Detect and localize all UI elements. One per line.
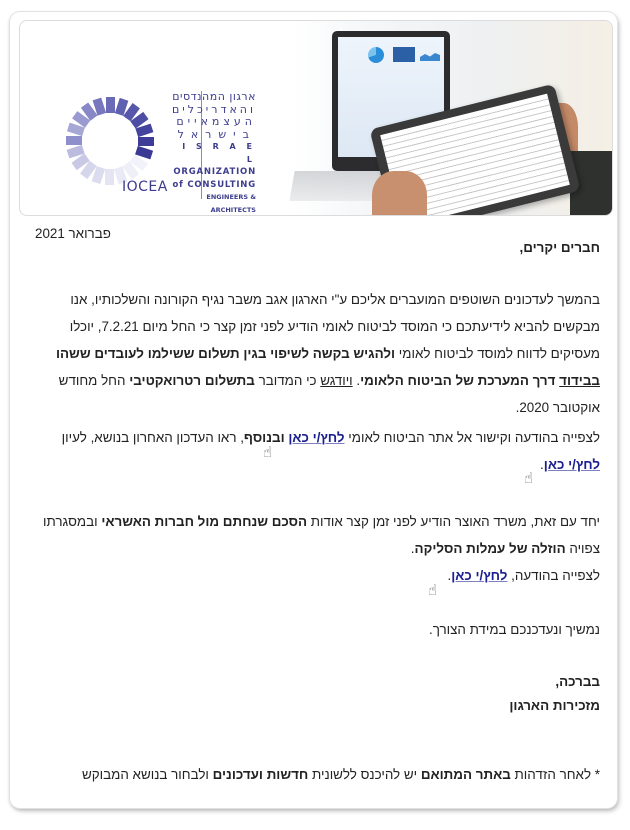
latest-update-link[interactable]: לחץ/י כאן [543, 457, 600, 472]
signoff: בברכה, [555, 674, 600, 689]
logo-ring-icon [60, 91, 160, 191]
bold-text: ובנוסף [243, 430, 285, 445]
text: יחד עם זאת, משרד האוצר הודיע לפני זמן קצר אודות [307, 514, 600, 529]
text: יש להיכנס ללשונית [308, 767, 421, 782]
hand-pointer-icon: ☝ [524, 470, 534, 487]
logo-hebrew-line: בישראל [177, 127, 256, 141]
bold-text: הסכם שנחתם מול חברות האשראי [101, 514, 308, 529]
bold-underlined-text: בבידוד [559, 373, 600, 388]
logo-english-line: ENGINEERS & ARCHITECTS [206, 193, 256, 214]
logo-wordmark [166, 91, 256, 216]
left-hand [372, 171, 427, 216]
logo-english-line: I S R A E L [182, 142, 256, 164]
text: בהמשך לעדכונים השוטפים המועברים אליכם ע"י הארגון אגב משבר נגיף הקורונה והשלכותיו, אנו מבקשים להביא לידיעתכם כי המוסד לביטוח לאומי הודיע לפני זמן קצר כי החל מיום 7.2.21, יוכלו מעסיקים לדווח למוסד לביטוח לאומי [69, 292, 600, 361]
text: * לאחר הזדהות [510, 767, 600, 782]
signature: מזכירות הארגון [509, 698, 600, 713]
banner-photo [292, 21, 612, 216]
text: . [410, 541, 415, 556]
iocea-logo [60, 90, 260, 214]
text: , ראו העדכון האחרון בנושא, לעיון [61, 430, 244, 445]
text: . [540, 457, 544, 472]
paragraph-credit-card [30, 508, 600, 589]
logo-hebrew-line: ארגון המהנדסים [172, 90, 256, 103]
text: ולבחור בנושא המבוקש [81, 767, 213, 782]
bold-text: ולהגיש בקשה לשיפוי בגין תשלום ששילמו לעובדים ששהו [55, 346, 396, 361]
bold-text: דרך המערכת של הביטוח הלאומי [360, 373, 560, 388]
hand-pointer-icon: ☝ [428, 582, 438, 599]
bold-text: חדשות ועדכונים [212, 767, 309, 782]
text: כי המדובר [254, 373, 321, 388]
bold-text: הוזלה של עמלות הסליקה [414, 541, 566, 556]
closing-note: נמשיך ונעדכנכם במידת הצורך. [428, 622, 600, 637]
bituach-leumi-link[interactable]: לחץ/י כאן [288, 430, 345, 445]
logo-acronym: IOCEA [122, 179, 168, 195]
bold-text: באתר המתואם [420, 767, 511, 782]
hand-pointer-icon: ☝ [263, 444, 273, 461]
treasury-announcement-link[interactable]: לחץ/י כאן [451, 568, 508, 583]
logo-english-line: of CONSULTING [172, 179, 256, 190]
text: . [352, 373, 361, 388]
bold-text: בתשלום רטרואקטיבי [129, 373, 255, 388]
header-banner [19, 20, 613, 216]
logo-hebrew-line: העצמאיים [176, 115, 256, 128]
greeting: חברים יקרים, [519, 240, 600, 255]
text: לצפייה בהודעה וקישור אל אתר הביטוח לאומי [344, 430, 600, 445]
signature-block [30, 670, 600, 718]
paragraph-links [30, 424, 600, 478]
text: החל מחודש אוקטובר 2020. [58, 373, 600, 415]
area-chart-icon [420, 51, 440, 61]
logo-hebrew-line: והאדריכלים [171, 102, 256, 116]
text: לצפייה בהודעה, [507, 568, 600, 583]
map-icon [393, 47, 415, 62]
text: ובמסגרתו צפויה [42, 514, 600, 556]
logo-english-line: ORGANIZATION [173, 167, 256, 177]
pie-chart-icon [368, 47, 384, 63]
text: . [447, 568, 452, 583]
underlined-text: ויודגש [320, 373, 353, 388]
footnote [30, 761, 600, 788]
letter-date: פברואר 2021 [35, 226, 111, 241]
paragraph-bituach-leumi [30, 286, 600, 421]
